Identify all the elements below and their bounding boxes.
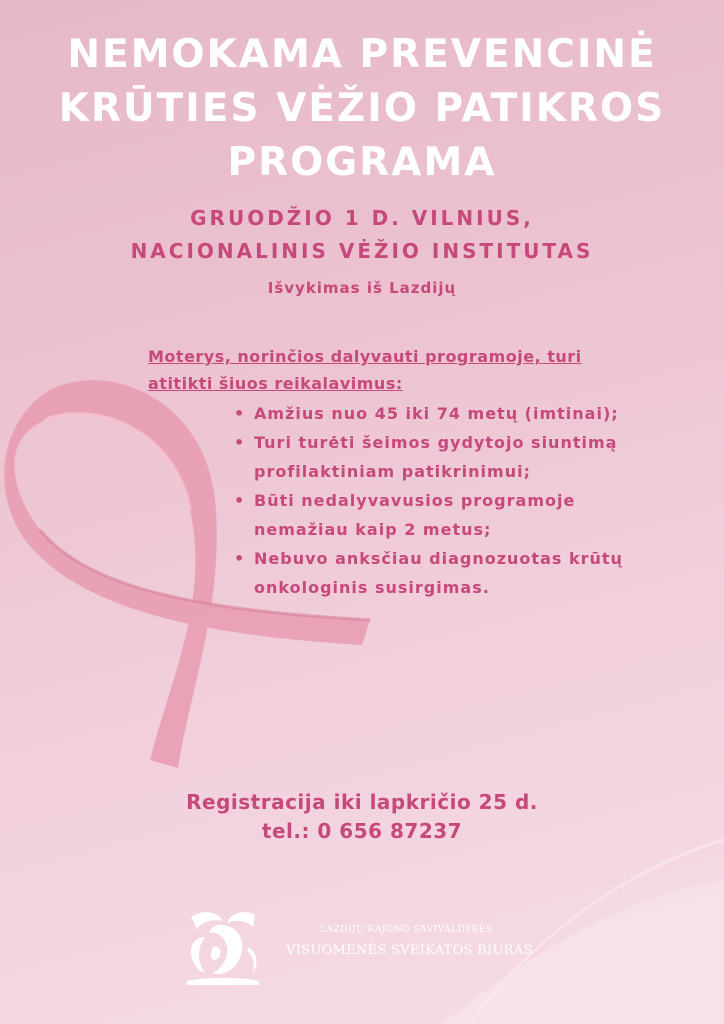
organization-name-line-1: LAZDIJŲ RAJONO SAVIVALDYBĖS xyxy=(320,925,493,935)
event-details xyxy=(0,202,724,268)
organization-logo-icon xyxy=(183,907,263,985)
requirements-list xyxy=(148,399,714,602)
departure-note: Išvykimas iš Lazdijų xyxy=(267,279,457,297)
list-item-text: nemažiau kaip 2 metus; xyxy=(254,520,492,539)
list-item-text: Turi turėti šeimos gydytojo siuntimą xyxy=(254,433,618,452)
requirements-section xyxy=(148,343,714,602)
page-title xyxy=(0,28,724,190)
event-date-location: GRUODŽIO 1 D. VILNIUS, xyxy=(190,206,534,230)
list-item xyxy=(232,399,714,428)
bullet-icon: • xyxy=(234,491,246,510)
registration-deadline: Registracija iki lapkričio 25 d. xyxy=(186,790,538,814)
list-item-text: Amžius nuo 45 iki 74 metų (imtinai); xyxy=(254,404,619,423)
event-institution: NACIONALINIS VĖŽIO INSTITUTAS xyxy=(130,239,594,263)
list-item xyxy=(232,428,714,486)
requirements-intro xyxy=(148,343,714,397)
title-line-2: KRŪTIES VĖŽIO PATIKROS xyxy=(58,86,666,131)
list-item-text: Būti nedalyvavusios programoje xyxy=(254,491,576,510)
list-item-text: Nebuvo anksčiau diagnozuotas krūtų xyxy=(254,549,623,568)
list-item-text: profilaktiniam patikrinimui; xyxy=(254,462,531,481)
organization-name xyxy=(286,925,586,958)
registration-phone: tel.: 0 656 87237 xyxy=(261,819,463,843)
title-line-3: PROGRAMA xyxy=(227,140,497,185)
bullet-icon: • xyxy=(234,433,246,452)
registration-info xyxy=(0,788,724,846)
bullet-icon: • xyxy=(234,549,246,568)
organization-name-line-2: VISUOMENĖS SVEIKATOS BIURAS xyxy=(286,943,533,958)
title-line-1: NEMOKAMA PREVENCINĖ xyxy=(67,32,657,77)
list-item-text: onkologinis susirgimas. xyxy=(254,578,490,597)
list-item xyxy=(232,544,714,602)
requirements-intro-line-1: Moterys, norinčios dalyvauti programoje, turi xyxy=(148,347,582,366)
list-item xyxy=(232,486,714,544)
bullet-icon: • xyxy=(234,404,246,423)
requirements-intro-line-2: atitikti šiuos reikalavimus: xyxy=(148,374,403,393)
